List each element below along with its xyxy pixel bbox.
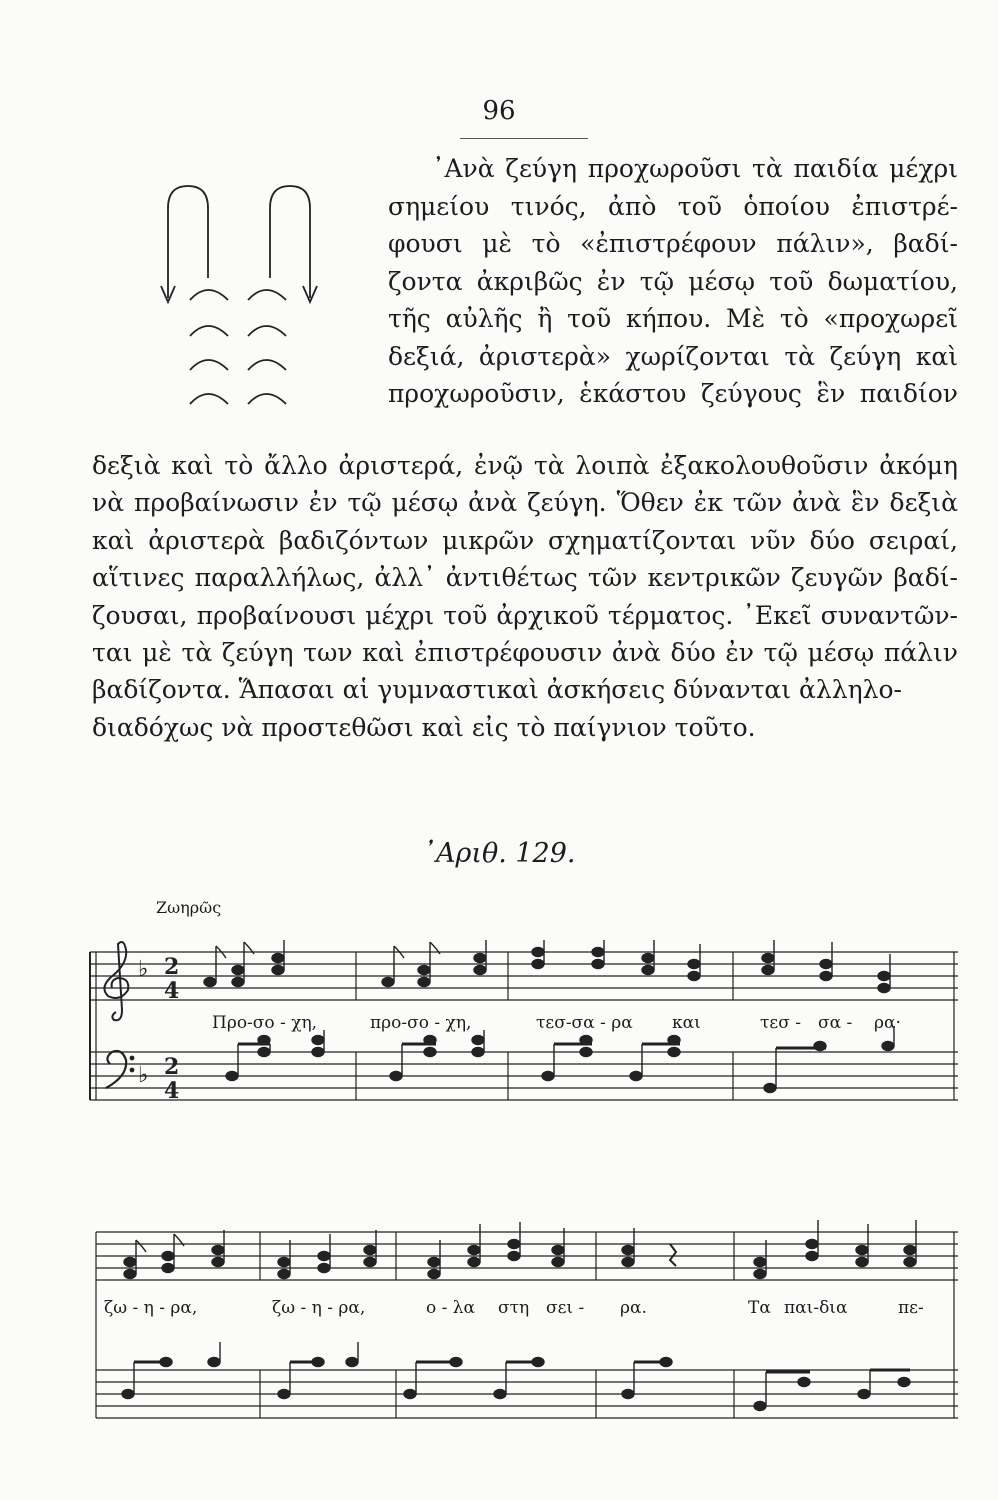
text-line: ζοντα ἀκριβῶς ἐν τῷ μέσῳ τοῦ δωματίου, [388,266,958,296]
lyric-syllable: τεσ - [760,1013,801,1033]
wrapped-paragraph [388,150,958,413]
pair-arc [248,394,286,404]
treble-clef-icon [104,942,128,1020]
pair-arc [248,360,286,370]
lyrics-row-1 [88,1013,968,1037]
pair-arc [190,290,228,300]
text-line: προχωροῦσιν, ἑκάστου ζεύγους ἓν παιδίον [388,379,958,408]
lyric-syllable: σα - [818,1013,853,1033]
lyric-syllable: ζω - η - ρα, [272,1298,366,1318]
text-line: διαδόχως νὰ προστεθῶσι καὶ εἰς τὸ παίγνιον τοῦτο. [92,712,756,742]
score-system-2 [88,1220,968,1440]
page-number: 96 [482,96,516,126]
lyric-syllable: Τα [748,1298,771,1318]
lyric-syllable: και [672,1013,701,1033]
lyric-syllable: ζω - η - ρα, [104,1298,198,1318]
flat-sign-icon: ♭ [138,1063,149,1088]
text-line: βαδίζοντα. Ἅπασαι αἱ γυμναστικαὶ ἀσκήσεις δύνανται ἀλληλο- [92,675,902,705]
tempo-marking: Ζωηρῶς [156,898,222,917]
text-line: δεξιά, ἀριστερὰ» χωρίζονται τὰ ζεύγη καὶ [388,341,958,371]
time-signature-bottom: 4 [164,1078,180,1104]
right-return-arrow [270,186,310,298]
text-line: καὶ ἀριστερὰ βαδιζόντων μικρῶν σχηματίζονται νῦν δύο σειραί, [92,525,958,555]
text-line: τῆς αὐλῆς ἢ τοῦ κήπου. Μὲ τὸ «προχωρεῖ [388,304,958,333]
music-example-caption: ᾿Αριθ. 129. [422,838,576,869]
full-paragraph [92,447,958,746]
text-line: αἵτινες παραλλήλως, ἀλλ᾿ ἀντιθέτως τῶν κεντρικῶν ζευγῶν βαδί- [92,563,958,593]
lyric-syllable: Προ-σο - χη, [212,1013,318,1033]
lyrics-row-2 [88,1298,968,1322]
left-return-arrow [168,186,208,298]
rest-icon [670,1244,676,1266]
lyric-syllable: ο - λα [426,1298,476,1318]
text-line: φουσι μὲ τὸ «ἐπιστρέφουν πάλιν», βαδί- [388,229,958,258]
pair-arc [190,394,228,404]
bass-clef-icon [106,1051,134,1088]
lyric-syllable: ρα. [620,1298,647,1318]
page-number-rule [460,138,588,139]
pair-arc [248,290,286,300]
pair-arc [190,360,228,370]
time-signature-top: 2 [164,1054,180,1080]
lyric-syllable: πε- [898,1298,924,1318]
lyric-syllable: προ-σο - χη, [370,1013,472,1033]
lyric-syllable: στη [498,1298,530,1318]
music-system-1 [88,940,968,1124]
lyric-syllable: παι-δια [784,1298,848,1318]
text-line: σημείου τινός, ἀπὸ τοῦ ὁποίου ἐπιστρέ- [388,191,958,221]
text-line: ᾿Ανὰ ζεύγη προχωροῦσι τὰ παιδία μέχρι [432,154,958,183]
flat-sign-icon: ♭ [138,957,149,982]
lyric-syllable: τεσ-σα - ρα [536,1013,633,1033]
time-signature-top: 2 [164,954,180,980]
lyric-syllable: σει - [546,1298,585,1318]
music-system-2 [88,1220,968,1444]
lyric-syllable: ρα· [874,1013,901,1033]
pair-arc [190,326,228,336]
text-line: δεξιὰ καὶ τὸ ἄλλο ἀριστερά, ἐνῷ τὰ λοιπὰ ἐξακολουθοῦσιν ἀκόμη [92,451,958,480]
pair-arc [248,326,286,336]
time-signature-bottom: 4 [164,978,180,1004]
text-line: ται μὲ τὰ ζεύγη των καὶ ἐπιστρέφουσιν ἀνὰ δύο ἐν τῷ μέσῳ πάλιν [92,638,958,668]
text-line: ζουσαι, προβαίνουσι μέχρι τοῦ ἀρχικοῦ τέρματος. ᾿Εκεῖ συναντῶν- [92,600,958,630]
text-line: νὰ προβαίνωσιν ἐν τῷ μέσῳ ἀνὰ ζεύγη. Ὅθεν ἐκ τῶν ἀνὰ ἓν δεξιὰ [92,488,958,518]
formation-diagram [150,178,330,418]
